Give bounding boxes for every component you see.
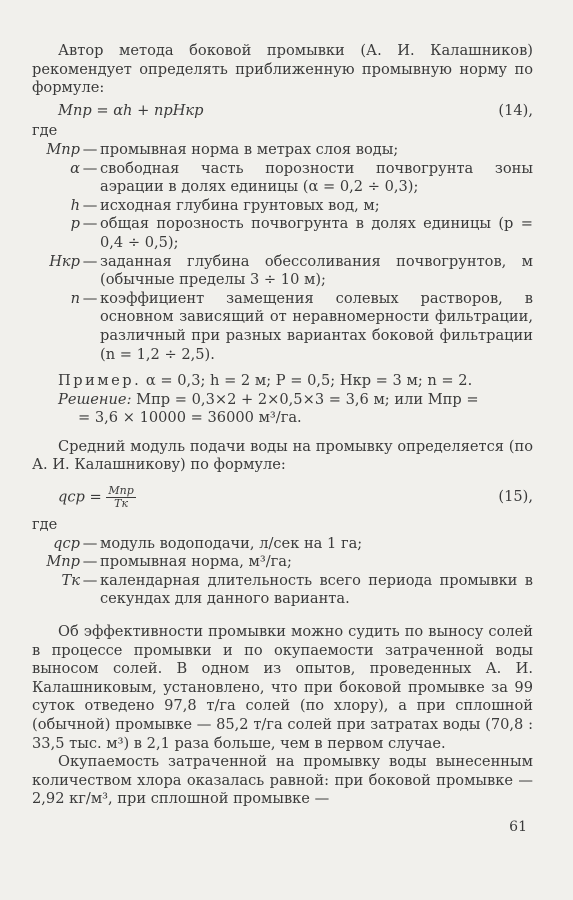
definition-text: промывная норма в метрах слоя воды; [100, 140, 399, 158]
paragraph-intro: Автор метода боковой промывки (А. И. Калашников) рекомендует определять приближенную промывную норму по формуле: [32, 42, 533, 97]
formula-15-lhs: qср = [58, 488, 102, 506]
definition-item: p — общая порозность почвогрунта в долях единицы (p = 0,4 ÷ 0,5); [32, 215, 533, 252]
where-label: где [32, 516, 58, 534]
formula-15-number: (15), [498, 488, 533, 506]
definition-symbol: p [70, 215, 80, 233]
definition-symbol: Tк [61, 571, 80, 589]
formula-15-expression [58, 485, 136, 510]
definition-text: свободная часть порозности почвогрунта зоны аэрации в долях единицы (α = 0,2 ÷ 0,3); [100, 159, 533, 196]
definitions-list-1 [32, 141, 533, 364]
page-number: 61 [509, 819, 527, 835]
example-values: α = 0,3; h = 2 м; P = 0,5; Hкр = 3 м; n = 2. [145, 372, 473, 390]
solution-text: Mпр = 0,3×2 + 2×0,5×3 = 3,6 м; или Mпр = [136, 390, 479, 408]
definition-item: α — свободная часть порозности почвогрунта зоны аэрации в долях единицы (α = 0,2 ÷ 0,3); [32, 160, 533, 197]
definition-symbol: Mпр [46, 140, 80, 158]
definition-symbol: n [70, 289, 80, 307]
paragraph-payback: Окупаемость затраченной на промывку воды вынесенным количеством хлора оказалась равной: при боковой промывке — 2,92 кг/м³, при сплошной промывке — [32, 753, 533, 808]
paragraph-effectiveness: Об эффективности промывки можно судить по выносу солей в процессе промывки и по окупаемости затраченной воды выносом солей. В одном из опытов, проведенных А. И. Калашниковым, установлено, что при боковой промывке за 99 суток отведено 97,8 т/га солей (по хлору), а при сплошной (обычной) промывке — 85,2 т/га солей при затратах воды (70,8 : 33,5 тыс. м³) в 2,1 раза больше, чем в первом случае. [32, 623, 533, 752]
fraction-denominator: Tк [114, 497, 129, 511]
formula-14 [32, 102, 533, 121]
example-line [58, 372, 533, 391]
definition-item: Hкр — заданная глубина обессоливания почвогрунтов, м (обычные пределы 3 ÷ 10 м); [32, 253, 533, 290]
formula-15-fraction [106, 485, 135, 510]
formula-14-expression: Mпр = αh + npHкр [58, 101, 204, 119]
formula-14-number: (14), [498, 101, 533, 119]
solution-line [58, 391, 533, 410]
definition-item: qср — модуль водоподачи, л/сек на 1 га; [32, 535, 533, 554]
definition-text: календарная длительность всего периода промывки в секундах для данного варианта. [100, 571, 533, 608]
definition-symbol: α [70, 159, 80, 177]
paragraph-module: Средний модуль подачи воды на промывку определяется (по А. И. Калашникову) по формуле: [32, 437, 533, 474]
definition-text: общая порозность почвогрунта в долях единицы (p = 0,4 ÷ 0,5); [100, 215, 533, 251]
definition-item: Tк — календарная длительность всего периода промывки в секундах для данного варианта. [32, 572, 533, 609]
definition-text: исходная глубина грунтовых вод, м; [100, 196, 380, 214]
definition-item: Mпр — промывная норма, м³/га; [32, 553, 533, 572]
fraction-numerator: Mпр [108, 484, 134, 498]
example-block [32, 372, 533, 428]
example-label: Пример. [58, 372, 142, 390]
definition-text: коэффициент замещения солевых растворов, в основном зависящий от неравномерности фильтрации, различный при разных вариантах боковой фильтрации (n = 1,2 ÷ 2,5). [100, 289, 533, 363]
definition-item: h — исходная глубина грунтовых вод, м; [32, 197, 533, 216]
definition-item: Mпр — промывная норма в метрах слоя воды; [32, 141, 533, 160]
where-label: где [32, 122, 58, 140]
definition-text: модуль водоподачи, л/сек на 1 га; [100, 534, 363, 552]
definition-item: n — коэффициент замещения солевых растворов, в основном зависящий от неравномерности фильтрации, различный при разных вариантах боковой фильтрации (n = 1,2 ÷ 2,5). [32, 290, 533, 364]
definition-text: промывная норма, м³/га; [100, 553, 292, 571]
formula-15 [32, 485, 533, 510]
definition-symbol: h [70, 196, 80, 214]
definition-symbol: Hкр [49, 252, 80, 270]
definitions-list-2 [32, 535, 533, 609]
solution-continuation: = 3,6 × 10000 = 36000 м³/га. [78, 409, 302, 427]
definition-text: заданная глубина обессоливания почвогрунтов, м (обычные пределы 3 ÷ 10 м); [100, 252, 533, 289]
definition-symbol: Mпр [46, 553, 80, 571]
definition-symbol: qср [53, 534, 80, 552]
solution-label: Решение: [58, 390, 132, 408]
